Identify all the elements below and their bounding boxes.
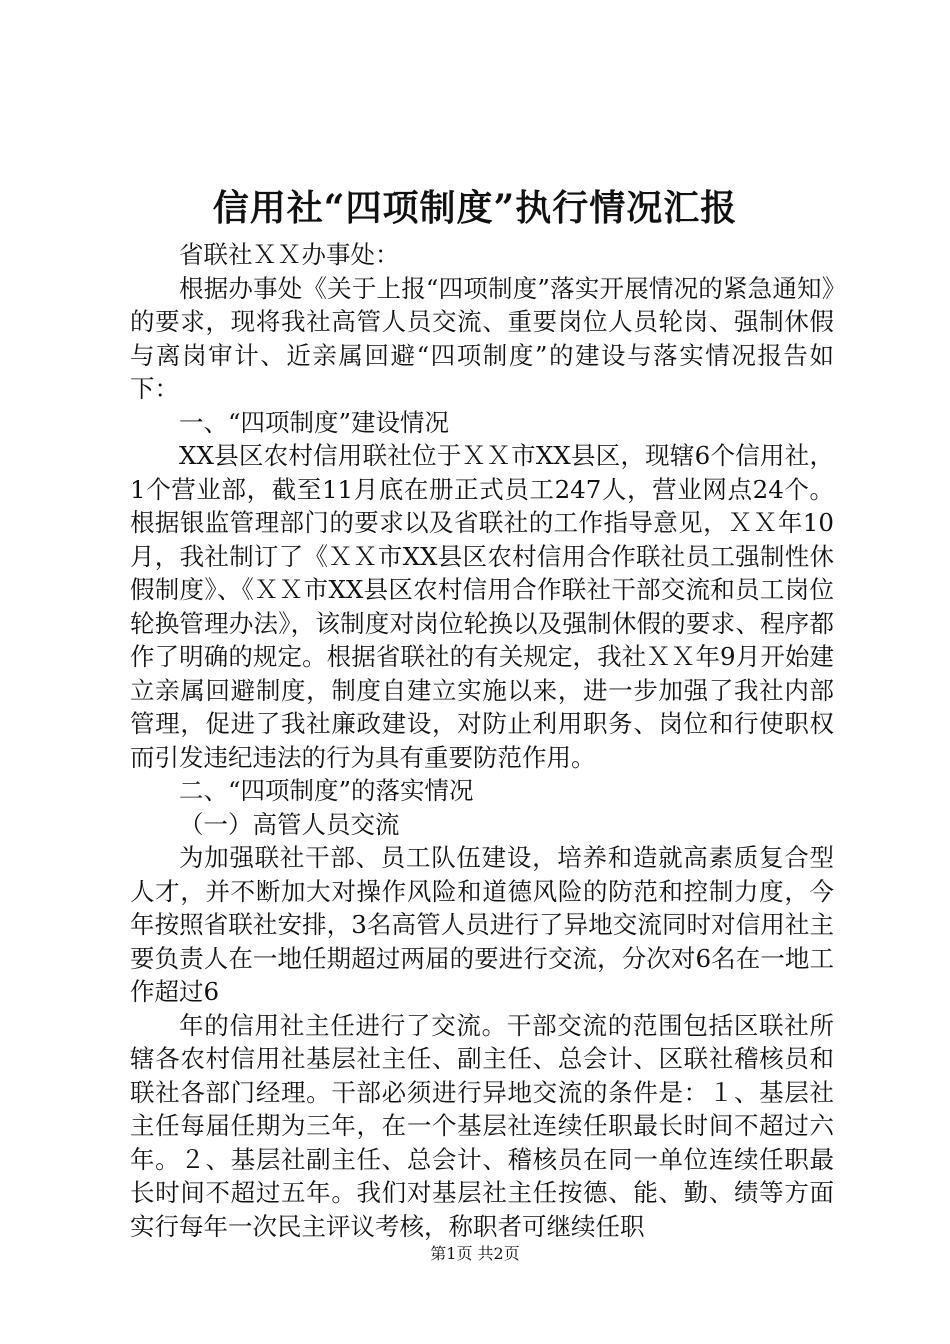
page-footer: 第1页 共2页 — [430, 1244, 520, 1263]
document-body — [130, 238, 834, 1243]
section-heading-2: 二、“四项制度”的落实情况 — [179, 776, 474, 805]
subsection-heading-1: （一）高管人员交流 — [179, 809, 400, 839]
intro-paragraph: 根据办事处《关于上报“四项制度”落实开展情况的紧急通知》的要求，现将我社高管人员交流、重要岗位人员轮岗、强制休假与离岗审计、近亲属回避“四项制度”的建设与落实情况报告如下： — [130, 273, 834, 403]
subsection-1-continuation-paragraph: 年的信用社主任进行了交流。干部交流的范围包括区联社所辖各农村信用社基层社主任、副主任、总会计、区联社稽核员和联社各部门经理。干部必须进行异地交流的条件是：１、基层社主任每届任期为三年，在一个基层社连续任职最长时间不超过六年。２、基层社副主任、总会计、稽核员在同一单位连续任职最长时间不超过五年。我们对基层社主任按德、能、勤、绩等方面实行每年一次民主评议考核，称职者可继续任职 — [130, 1010, 834, 1241]
section-1-paragraph: XX县区农村信用联社位于ＸＸ市XX县区，现辖6个信用社，1个营业部，截至11月底在册正式员工247人，营业网点24个。根据银监管理部门的要求以及省联社的工作指导意见，ＸＸ年10月，我社制订了《ＸＸ市XX县区农村信用合作联社员工强制性休假制度》、《ＸＸ市XX县区农村信用合作联社干部交流和员工岗位轮换管理办法》，该制度对岗位轮换以及强制休假的要求、程序都作了明确的规定。根据省联社的有关规定，我社ＸＸ年9月开始建立亲属回避制度，制度自建立实施以来，进一步加强了我社内部管理，促进了我社廉政建设，对防止利用职务、岗位和行使职权而引发违纪违法的行为具有重要防范作用。 — [130, 441, 834, 772]
document-title: 信用社“四项制度”执行情况汇报 — [212, 187, 738, 229]
section-heading-1: 一、“四项制度”建设情况 — [179, 407, 450, 437]
salutation-paragraph: 省联社ＸＸ办事处： — [179, 240, 400, 269]
subsection-1-paragraph: 为加强联社干部、员工队伍建设，培养和造就高素质复合型人才，并不断加大对操作风险和道德风险的防范和控制力度，今年按照省联社安排，3名高管人员进行了异地交流同时对信用社主要负责人在一地任期超过两届的要进行交流，分次对6名在一地工作超过6 — [130, 843, 834, 1006]
